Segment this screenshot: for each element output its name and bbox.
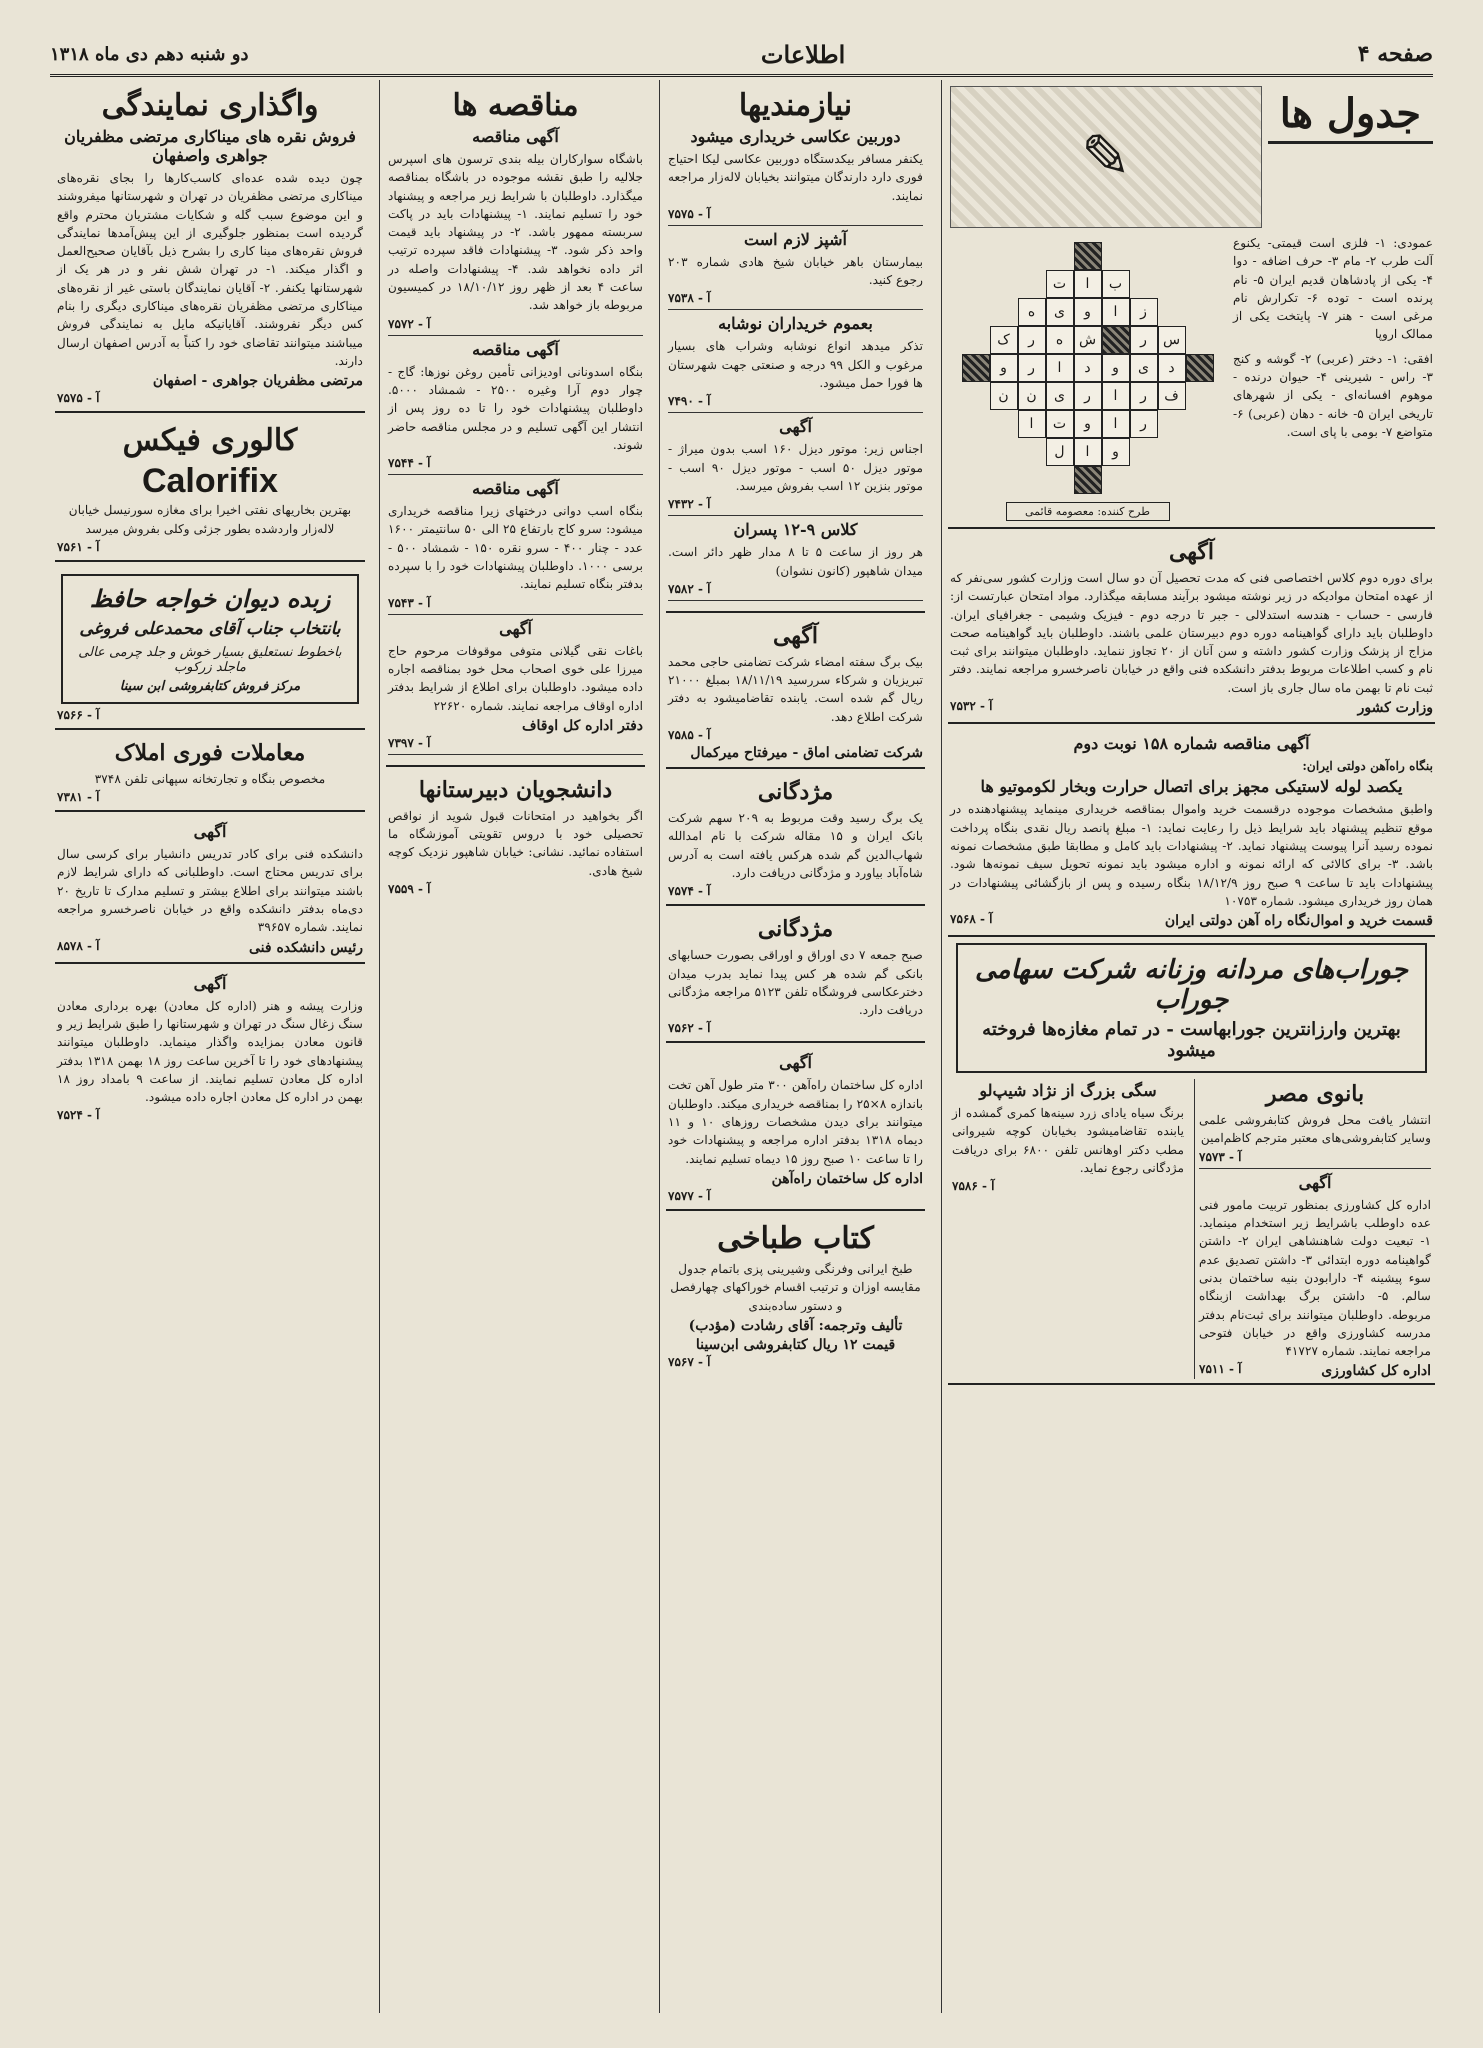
students-text: اگر بخواهید در امتحانات قبول شوید از نواقص تحصیلی خود با دروس تقویتی آموزشگاه ما استفاده نمائید. نشانی: خیابان شاهپور نزدیک کوچه شیخ هادی.	[388, 808, 643, 878]
crossword-designer: طرح کننده: معصومه قائمی	[1006, 502, 1170, 521]
tender-item	[388, 619, 643, 755]
cookbook-price: قیمت ۱۲ ریال کتابفروشی ابن‌سینا	[695, 1336, 896, 1353]
wanted-item-ref: آ - ۷۵۷۵	[668, 206, 711, 221]
crossword-cell	[1158, 466, 1186, 494]
misr-lady-text: انتشار یافت محل فروش کتابفروشی علمی وسایر کتابفروشی‌های معتبر مترجم کاظم‌امین	[1199, 1113, 1431, 1146]
wanted-item-ref: آ - ۷۴۹۰	[668, 394, 711, 409]
crossword-cell	[962, 466, 990, 494]
crossword-cell: ا	[1018, 410, 1046, 438]
wanted-item	[668, 417, 923, 516]
real-estate-text: مخصوص بنگاه و تجارتخانه سپهانی تلفن ۳۷۴۸	[94, 771, 326, 786]
tech-school-sign: رئیس دانشکده فنی	[249, 939, 363, 956]
iron-notice-sign: اداره کل ساختمان راه‌آهن	[771, 1170, 923, 1187]
tenders-title: مناقصه ها	[452, 88, 579, 123]
calorifix-text: بهترین بخاریهای نفتی اخیرا برای مغازه سورنیسل خیابان لاله‌زار واردشده بطور جزئی وکلی بفروش میرسد	[68, 503, 352, 536]
ministry-notice-sign: وزارت کشور	[1357, 700, 1433, 717]
page-header	[50, 34, 1433, 77]
crossword-cell	[1102, 326, 1130, 354]
wanted-item	[668, 520, 923, 601]
tender-item-text: باشگاه سوارکاران بیله بندی ترسون های اسپرس جلالیه را طبق نقشه موجوده در باشگاه بمناقصه میگذارد. داوطلبان با شرایط زیر مراجعه و پیشنهاد خود را تسلیم نمایند. ۱- پیشنهادات باید در پاکت سربسته ممهور باشد. ۲- در پیشنهاد باید قیمت واحد ذکر شود. ۳- پیشنهادات فاقد سپرده ترتیب اثر داده نخواهد شد. ۴- پیشنهادات واصله در ساعت ۴ بعد از ظهر روز ۱۸/۱۰/۱۲ در کمیسیون مربوطه باز خواهد شد.	[388, 152, 644, 313]
mines-notice	[55, 968, 365, 1129]
reward-1	[666, 773, 925, 906]
crossword-cell: و	[1102, 354, 1130, 382]
students-ref: آ - ۷۵۵۹	[388, 882, 431, 897]
crossword-cell	[1158, 438, 1186, 466]
hafez-line5: مرکز فروش کتابفروشی ابن سینا	[119, 678, 301, 694]
iron-notice-text: اداره کل ساختمان راه‌آهن ۳۰۰ متر طول آهن تخت باندازه ۸×۲۵ را بمناقصه خریداری میکند. داوطلبان میتوانند برای دیدن مشخصات روزهای ۱۰ و ۱۱ دیماه ۱۳۱۸ بدفتر اداره مراجعه و پیشنهادات خود را تا ساعت ۱۰ صبح روز ۱۵ دیماه تسلیم نمایند.	[668, 1078, 923, 1166]
crossword-cell	[1186, 270, 1214, 298]
crossword-cell: و	[1102, 438, 1130, 466]
crossword-cell: و	[1074, 410, 1102, 438]
crossword-cell: و	[990, 354, 1018, 382]
crossword-grid	[962, 242, 1214, 494]
crossword-cell	[990, 466, 1018, 494]
crossword-cell: ر	[1130, 410, 1158, 438]
crossword-cell: ت	[1046, 410, 1074, 438]
crossword-cell: ا	[1046, 354, 1074, 382]
railway-tender-headline: یکصد لوله لاستیکی مجهز برای اتصال حرارت وبخار لکوموتیو ها	[980, 777, 1403, 797]
tech-school-title: آگهی	[193, 822, 227, 842]
crossword-cell	[1074, 242, 1102, 270]
crossword-cell	[1018, 438, 1046, 466]
ministry-notice	[948, 533, 1435, 724]
misr-lady-title: بانوی مصر	[1265, 1081, 1365, 1108]
crossword-cell	[962, 270, 990, 298]
crossword-cell: ن	[990, 382, 1018, 410]
tech-school-ref: آ - ۸۵۷۸	[57, 938, 100, 953]
crossword-cell	[1074, 466, 1102, 494]
reward-1-text: یک برگ رسید وقت مربوط به ۲۰۹ سهم شرکت بانک ایران و ۱۵ مقاله شرکت با نام امدالله شهاب‌الدین گم شده هرکس یافته است به آدرس شاه‌آباد بیاورد و مژدگانی دریافت دارد.	[668, 811, 923, 880]
crossword-cell: ر	[1074, 382, 1102, 410]
ministry-notice-text: برای دوره دوم کلاس اختصاصی فنی که مدت تحصیل آن دو سال است وزارت کشور سی‌نفر که از عهده امتحان موادیکه در زیر نوشته میشود برآیند مسابقه میگذارد. مواد امتحان عبارتست از: فارسی - حساب - هندسه استدلالی - جبر تا درجه دوم - فیزیک وشیمی - جغرافیای ایران. داوطلبان باید دارای گواهینامه دوره دوم دبیرستان علمی باشند. داوطلبان باید گواهینامه صحت مزاج از پزشک وزارت کشور داشته و سن آنان از ۲۰ تجاوز ننماید. داوطلبان میتوانند برای ثبت نام و کسب اطلاعات مربوط بدفتر دانشکده فنی واقع در خیابان ناصرخسرو مراجعه نمایند. دفتر ثبت نام تا بهمن ماه سال جاری باز است.	[950, 571, 1434, 695]
crossword-cell	[1130, 270, 1158, 298]
wanted-list	[668, 127, 923, 601]
crossword-cell: و	[1074, 298, 1102, 326]
crossword-cell	[962, 382, 990, 410]
misr-lady-ref: آ - ۷۵۷۳	[1199, 1149, 1242, 1164]
mines-notice-text: وزارت پیشه و هنر (اداره کل معادن) بهره برداری معادن سنگ زغال سنگ در تهران و شهرستانها را طبق شرایط زیر و قانون معادن بمزایده واگذار مینماید. داوطلبان میتوانند پیشنهادهای خود را تا آخرین ساعت روز ۱۸ بهمن ۱۳۱۸ بدفتر اداره کل معادن تسلیم نمایند. از ساعت ۹ بامداد روز ۱۸ بهمن در اداره کل معادن اجاره داده میشود.	[57, 998, 364, 1105]
ad-notice-mid-title: آگهی	[772, 622, 819, 649]
tender-item	[388, 340, 643, 475]
crossword-cell: ت	[1046, 270, 1074, 298]
ad-notice-mid-ref: آ - ۷۵۸۵	[668, 728, 711, 743]
tender-item	[388, 479, 643, 614]
crossword-cell	[1130, 466, 1158, 494]
tender-list	[388, 127, 643, 755]
tender-item-ref: آ - ۷۵۷۲	[388, 316, 431, 331]
tenders-section	[386, 82, 645, 767]
silver-ad-title: واگذاری نمایندگی	[101, 88, 319, 123]
crossword-cell	[962, 326, 990, 354]
tender-item-ref: آ - ۷۵۴۳	[388, 595, 431, 610]
crossword-cell	[962, 242, 990, 270]
crossword-cell: ی	[1046, 382, 1074, 410]
reward-2-ref: آ - ۷۵۶۲	[668, 1021, 711, 1036]
crossword-cell	[1130, 438, 1158, 466]
tender-item-text: بنگاه اسدونانی اودیزانی تأمین روغن نوزها: گاج - چوار دوم آرا وغیره ۲۵۰۰ - شمشاد ۵۰۰۰. داوطلبان پیشنهادات خود را تا ده روز پس از انتشار این آگهی تسلیم و در مجلس مناقصه حاضر شوند.	[388, 364, 643, 452]
calorifix-title-fa: کالوری فیکس	[122, 423, 298, 459]
crossword-cell: ف	[1158, 382, 1186, 410]
socks-ad-line1: جوراب‌های مردانه وزنانه شرکت سهامی جوراب	[975, 955, 1408, 1016]
crossword-cell	[962, 410, 990, 438]
crossword-cell: ا	[1102, 410, 1130, 438]
real-estate-ref: آ - ۷۳۸۱	[57, 790, 100, 805]
hafez-line4: ماجلد زرکوب	[174, 659, 246, 675]
vertical-clues: عمودی: ۱- فلزی است قیمتی- یکنوع آلت طرب ۲- مام ۳- حرف اضافه - دوا ۴- یکی از پادشاهان قدیم ایران ۵- نام پرنده است - توده ۶- تکرارش نام مرغی است - هنر ۷- پایتخت یکی از ممالک اروپا	[1233, 236, 1433, 342]
tender-item	[388, 127, 643, 336]
crossword-cell: ی	[1046, 298, 1074, 326]
silver-ad-text: چون دیده شده عده‌ای کاسب‌کارها را بجای نقره‌های میناکاری مرتضی مظفریان در تهران و شهرستانها میفروشند و این موضوع سبب گله و شکایات مشتریان محترم واقع گردیده است بمنظور جلوگیری از این پیش‌آمدها نمایندگی فروش نقره‌های مینا کاری را بشرح ذیل بآقایان صحیح‌العمل و اگذار میکند. ۱- در تهران شش نفر و در هر یک از شهرستانها یکنفر. ۲- آقایان نمایندگان باستی غیر از نقره‌های میناکاری مرتضی مظفریان نقره‌های میناکاری دیگری را بنام کس دیگر نفروشند. آقایانیکه مایل به نمایندگی فروش میباشند میتوانند تقاضای خود را کتباً به آدرس اصفهان ارسال دارند.	[57, 171, 363, 368]
railway-tender-subtitle: بنگاه راه‌آهن دولتی ایران:	[1302, 759, 1433, 774]
crossword-cell: ر	[1130, 382, 1158, 410]
wanted-item-text: یکنفر مسافر بیکدستگاه دوربین عکاسی لیکا احتیاج فوری دارد دارندگان میتوانند بخیابان لاله‌زار مراجعه نمایند.	[668, 152, 923, 203]
reward-1-title: مژدگانی	[757, 779, 834, 806]
dog-ad-ref: آ - ۷۵۸۶	[952, 1179, 995, 1194]
tech-school-text: دانشکده فنی برای کادر تدریس دانشیار برای کرسی سال برای تدریس محتاج است. داوطلبانی که دارای شرایط لازم باشند میتوانند برای اطلاع بیشتر و تسلیم مدارک تا تاریخ ۲۰ دی‌ماه بدفتر دانشکده واقع در خیابان ناصرخسرو مراجعه نمایند. شماره ۳۹۶۵۷	[57, 847, 363, 935]
tender-item-text: بنگاه اسب دوانی درختهای زیرا مناقصه خریداری میشود: سرو کاج بارتفاع ۲۵ الی ۵۰ سانتیمتر ۱۶۰۰ عدد - چنار ۴۰۰ - سرو نقره ۱۵۰ - شمشاد ۵۰۰ - برسی ۱۰۰۰. داوطلبان پیشنهادات خود را با سپرده بدفتر بنگاه تسلیم نمایند.	[388, 504, 643, 592]
silver-ad-sign: مرتضی مظفریان جواهری - اصفهان	[152, 373, 363, 390]
column-crossword	[941, 80, 1441, 2013]
ministry-notice-ref: آ - ۷۵۳۲	[950, 699, 993, 714]
mines-notice-ref: آ - ۷۵۲۴	[57, 1108, 100, 1123]
tender-item-head: آگهی مناقصه	[472, 339, 559, 359]
tender-item-ref: آ - ۷۳۹۷	[388, 735, 431, 750]
crossword-cell	[1186, 438, 1214, 466]
railway-tender-sign: قسمت خرید و اموال‌نگاه راه آهن دولتی ایران	[1164, 913, 1433, 930]
cookbook-title: کتاب طباخی	[717, 1220, 874, 1256]
wanted-item	[668, 230, 923, 311]
wanted-item-text: تذکر میدهد انواع نوشابه وشراب های بسیار مرغوب و الکل ۹۹ درجه و صنعتی جهت شهرستان ها فورا حمل میشود.	[668, 339, 923, 391]
crossword-cell	[1186, 410, 1214, 438]
crossword-cell: ی	[1130, 354, 1158, 382]
cookbook-text: طبخ ایرانی وفرنگی وشیرینی پزی باتمام جدول مقایسه اوزان و ترتیب اقسام خوراکهای چهارفصل و دستور ساده‌بندی	[670, 1261, 921, 1313]
crossword-cell	[1186, 466, 1214, 494]
agri-notice-ref: آ - ۷۵۱۱	[1199, 1362, 1242, 1377]
crossword-cell: ب	[1102, 270, 1130, 298]
dog-ad-title: سگی بزرگ از نژاد شیپ‌لو	[979, 1081, 1157, 1101]
tender-item-sign: دفتر اداره کل اوقاف	[522, 717, 643, 734]
wanted-item-head: دوربین عکاسی خریداری میشود	[690, 127, 901, 146]
railway-tender	[948, 728, 1435, 937]
socks-ad-line2: بهترین وارزانترین جورابهاست - در تمام مغازه‌ها فروخته میشود	[982, 1019, 1401, 1062]
crossword-cell: د	[1074, 354, 1102, 382]
socks-ad	[956, 943, 1427, 1073]
crossword-cell	[1102, 466, 1130, 494]
agri-notice-title: آگهی	[1298, 1172, 1332, 1192]
column-left	[49, 80, 371, 2013]
reward-2	[666, 910, 925, 1043]
hafez-book-ad	[55, 566, 365, 730]
column-tenders	[379, 80, 651, 2013]
silver-ad-ref: آ - ۷۵۷۵	[57, 391, 100, 406]
crossword-cell: ک	[990, 326, 1018, 354]
crossword-cell	[1018, 270, 1046, 298]
wanted-item-ref: آ - ۷۵۸۲	[668, 581, 711, 596]
crossword-cell: ا	[1102, 298, 1130, 326]
crossword-cell: ر	[1018, 326, 1046, 354]
hafez-line3: باخطوط نستعلیق بسیار خوش و جلد چرمی عالی	[78, 644, 342, 660]
railway-tender-ref: آ - ۷۵۶۸	[950, 912, 993, 927]
wanted-item	[668, 314, 923, 413]
crossword-cell	[1186, 382, 1214, 410]
crossword-cell: ز	[1130, 298, 1158, 326]
crossword-cell: ا	[1074, 438, 1102, 466]
iron-notice	[666, 1047, 925, 1210]
issue-date: دو شنبه دهم دی ماه ۱۳۱۸	[50, 43, 249, 65]
hafez-title: زبده دیوان خواجه حافظ	[89, 583, 331, 613]
dog-ad-text: برنگ سیاه یادای زرد سینه‌ها کمری گمشده از یابنده تقاضامیشود بخیابان کوچه شیروانی مطب دکتر اوهانس تلفن ۶۸۰۰ برای دریافت مژدگانی رجوع نماید.	[952, 1106, 1184, 1176]
crossword-cell	[1046, 466, 1074, 494]
tender-item-ref: آ - ۷۵۴۴	[388, 456, 431, 471]
crossword-cell	[962, 354, 990, 382]
crossword-illustration: ✎	[950, 86, 1262, 228]
students-title: دانشجویان دبیرستانها	[418, 776, 613, 803]
iron-notice-ref: آ - ۷۵۷۷	[668, 1188, 711, 1203]
wanted-item-ref: آ - ۷۵۳۸	[668, 291, 711, 306]
hafez-line2: بانتخاب جناب آقای محمدعلی فروغی	[79, 618, 341, 639]
crossword-cell	[990, 270, 1018, 298]
crossword-cell	[1186, 354, 1214, 382]
crossword-cell	[1186, 242, 1214, 270]
calorifix-ad	[55, 417, 365, 562]
silver-ad	[55, 82, 365, 413]
misr-lady-ad	[1194, 1079, 1435, 1379]
ad-notice-mid-sign: شرکت تضامنی اماق - میرفتاح میرکمال	[690, 745, 923, 762]
crossword-cell: ل	[1046, 438, 1074, 466]
crossword-cell	[1130, 242, 1158, 270]
real-estate-ad	[55, 734, 365, 812]
tender-item-head: آگهی مناقصه	[472, 479, 559, 499]
tender-item-text: باغات نقی گیلانی متوفی موقوفات مرحوم حاج میرزا علی خوی اصحاب محل خود بمناقصه اجاره داده میشود. داوطلبان برای اطلاع از شرایط بدفتر اداره اوقاف مراجعه نمایند. شماره ۲۲۶۲۰	[388, 643, 643, 713]
crossword-title: جدول ها	[1268, 86, 1433, 144]
crossword-cell	[1158, 242, 1186, 270]
agri-notice-text: اداره کل کشاورزی بمنظور تربیت مامور فنی عده داوطلب باشرایط زیر استخدام مینماید. ۱- تبعیت دولت شاهنشاهی ایران ۲- داشتن گواهینامه دوره ابتدائی ۳- داشتن تصدیق عدم سوء پیشینه ۴- دارابودن بنیه ساختمان بدنی سالم. ۵- داشتن برگ بهداشت ازبنگاه مربوطه. داوطلبان میتوانند برای ثبت‌نام بدفتر مدرسه کشاورزی واقع در خیابان فتوحی مراجعه نمایند. شماره ۴۱۷۲۷	[1199, 1197, 1432, 1359]
wanted-item-ref: آ - ۷۴۳۲	[668, 497, 711, 512]
ad-notice-mid-text: بیک برگ سفته امضاء شرکت تضامنی حاجی محمد تبریزیان و شرکاء سررسید ۱۸/۱۱/۱۹ بمبلغ ۲۱۰۰۰ ریال گم شده است. یابنده تقاضامیشود به دفتر شرکت اطلاع دهد.	[668, 654, 923, 724]
crossword-cell	[1018, 466, 1046, 494]
crossword-cell: ر	[1018, 354, 1046, 382]
wanted-item-head: بعموم خریداران نوشابه	[718, 314, 873, 334]
wanted-item-head: آگهی	[779, 417, 812, 437]
crossword-cell	[1158, 270, 1186, 298]
wanted-ads	[666, 82, 925, 613]
crossword-cell	[1186, 298, 1214, 326]
agri-notice-sign: اداره کل کشاورزی	[1321, 1363, 1431, 1380]
tech-school-notice	[55, 816, 365, 963]
crossword-cell: ر	[1130, 326, 1158, 354]
iron-notice-title: آگهی	[779, 1053, 812, 1073]
crossword-cell	[990, 242, 1018, 270]
tender-item-head: آگهی مناقصه	[472, 127, 559, 146]
cookbook-author: تألیف وترجمه: آقای رشادت (مؤدب)	[688, 1317, 903, 1334]
crossword-cell: ا	[1102, 382, 1130, 410]
crossword-cell	[990, 298, 1018, 326]
crossword-cell: د	[1158, 354, 1186, 382]
tender-item-head: آگهی	[499, 618, 532, 638]
crossword-cell	[1046, 242, 1074, 270]
crossword-cell: ه	[1046, 326, 1074, 354]
wanted-item-head: آشپز لازم است	[744, 229, 847, 249]
wanted-item-text: هر روز از ساعت ۵ تا ۸ مدار ظهر دائر است. میدان شاهپور (کانون نشوان)	[668, 545, 924, 578]
dog-ad	[948, 1079, 1188, 1379]
ad-notice-mid	[666, 617, 925, 769]
reward-2-text: صبح جمعه ۷ دی اوراق و اوراقی بصورت حسابهای بانکی گم شده هر کس پیدا نماید بدرب میدان دخترعکاسی فروشگاه تلفن ۵۱۲۳ مراجعه مژدگانی دریافت دارد.	[668, 948, 923, 1018]
crossword-cell	[1018, 242, 1046, 270]
crossword-cell	[962, 438, 990, 466]
calorifix-ref: آ - ۷۵۶۱	[57, 539, 100, 554]
wanted-item-head: کلاس ۹-۱۲ پسران	[733, 520, 858, 540]
wanted-item-text: بیمارستان باهر خیابان شیخ هادی شماره ۲۰۳ رجوع کنید.	[668, 254, 923, 288]
wanted-item	[668, 127, 923, 226]
crossword-cell	[990, 438, 1018, 466]
crossword-cell	[1186, 326, 1214, 354]
page-number: صفحه ۴	[1357, 41, 1433, 67]
crossword-cell: ه	[1018, 298, 1046, 326]
ministry-notice-title: آگهی	[1168, 539, 1215, 565]
real-estate-title: معاملات فوری املاک	[114, 739, 306, 766]
reward-2-title: مژدگانی	[757, 916, 834, 943]
crossword-cell	[1158, 410, 1186, 438]
silver-ad-subtitle: فروش نقره های میناکاری مرتضی مظفریان جواهری واصفهان	[64, 127, 356, 165]
crossword-section	[948, 82, 1435, 529]
reward-1-ref: آ - ۷۵۷۴	[668, 884, 711, 899]
crossword-cell: ا	[1074, 270, 1102, 298]
horizontal-clues: افقی: ۱- دختر (عربی) ۲- گوشه و کنج ۳- راس - شیرینی ۴- حیوان درنده - موهوم افسانه‌ای - یکی از شهرهای تاریخی ایران ۵- خانه - دهان (عربی) ۶- متواضع ۷- بومی با پای است.	[1233, 351, 1433, 439]
masthead: اطلاعات	[760, 39, 846, 69]
crossword-cell: س	[1158, 326, 1186, 354]
crossword-cell: ن	[1018, 382, 1046, 410]
cookbook-ad	[666, 1215, 925, 1375]
crossword-cell: ش	[1074, 326, 1102, 354]
wanted-title: نیازمندیها	[738, 88, 853, 123]
railway-tender-text: واطبق مشخصات موجوده درقسمت خرید واموال بمناقصه خریداری مینماید پیشنهادهنده در موقع تنظیم پیشنهاد باید شرایط ذیل را رعایت نماید: ۱- مبلغ پانصد ریال نقدی بنگاه پرداخت نموده رسید آنرا پیوست پیشنهاد نماید. ۲- پیشنهادات باید کامل و مطابقا طبق مشخصات نمونه باشد. ۳- برای کالائی که ارائه نمونه و اداره میشود باید نمونه تحویل سیف نمونه‌ها شود. پیشنهادات باید تا ساعت ۹ صبح روز ۱۸/۱۲/۹ بنگاه رسیده و پس از بازگشائی پیشنهادات در همان روز خریداری میشود. شماره ۱۰۷۵۳	[950, 802, 1434, 908]
students-ad	[386, 771, 645, 902]
column-wanted	[659, 80, 931, 2013]
crossword-cell	[1158, 298, 1186, 326]
hafez-ref: آ - ۷۵۶۶	[57, 707, 100, 722]
crossword-cell	[990, 410, 1018, 438]
crossword-cell	[1102, 242, 1130, 270]
crossword-cell	[962, 298, 990, 326]
cookbook-ref: آ - ۷۵۶۷	[668, 1354, 711, 1369]
calorifix-title-en: Calorifix	[141, 462, 279, 501]
railway-tender-title: آگهی مناقصه شماره ۱۵۸ نوبت دوم	[1073, 734, 1310, 754]
wanted-item-text: اجناس زیر: موتور دیزل ۱۶۰ اسب بدون میراژ - موتور دیزل ۵۰ اسب - موتور دیزل ۹۰ اسب - موتور بنزین ۱۲ اسب بفروش میرسد.	[668, 442, 923, 493]
mines-notice-title: آگهی	[193, 973, 227, 993]
